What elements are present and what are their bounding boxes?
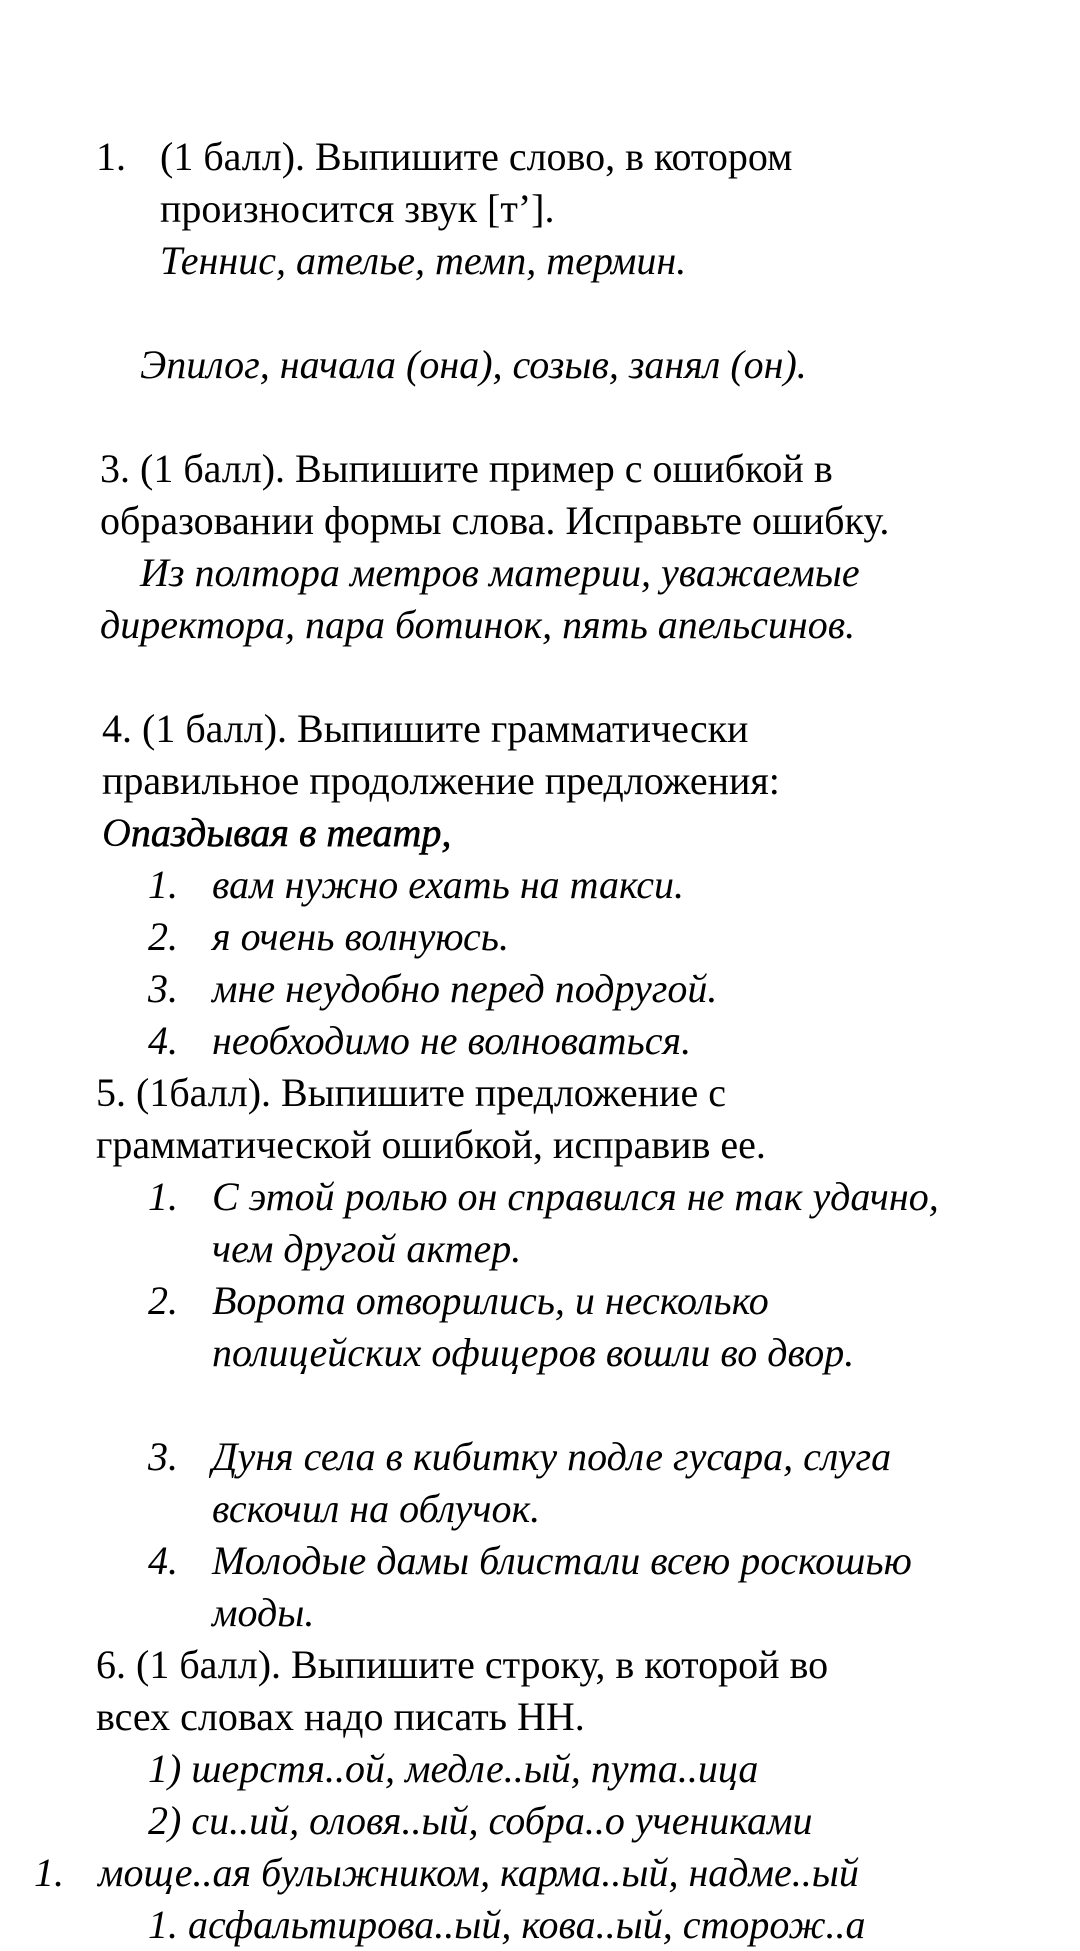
q4-item-number: 4. bbox=[148, 1018, 178, 1063]
q4-prompt bbox=[102, 807, 451, 859]
q3-options-line1: Из полтора метров материи, уважаемые bbox=[140, 550, 860, 595]
q5-item-line2: моды. bbox=[212, 1590, 315, 1635]
q3-text-line2: образовании формы слова. Исправьте ошибку. bbox=[100, 498, 890, 543]
q5-item-line2: вскочил на облучок. bbox=[212, 1486, 541, 1531]
q4-text-line2: правильное продолжение предложения: bbox=[102, 758, 780, 803]
q3-text-line1: 3. (1 балл). Выпишите пример с ошибкой в bbox=[100, 446, 833, 491]
q5-item-number: 4. bbox=[148, 1538, 178, 1583]
q4-item-text: вам нужно ехать на такси. bbox=[212, 862, 684, 907]
q4-item-text: я очень волнуюсь. bbox=[212, 914, 509, 959]
q2-options: Эпилог, начала (она), созыв, занял (он). bbox=[140, 342, 807, 387]
q4-item-text: мне неудобно перед подругой. bbox=[212, 966, 718, 1011]
q4-item-text: необходимо не волноваться. bbox=[212, 1018, 692, 1063]
q4-text-line1: 4. (1 балл). Выпишите грамматически bbox=[102, 706, 749, 751]
q5-item-line1: Дуня села в кибитку подле гусара, слуга bbox=[212, 1434, 892, 1479]
q4-prompt-first-letter: О bbox=[102, 810, 131, 855]
q5-item-number: 2. bbox=[148, 1278, 178, 1323]
q1-options: Теннис, ателье, темп, термин. bbox=[160, 238, 687, 283]
q6-option-4-partial: 1. асфальтирова..ый, кова..ый, сторож..а bbox=[148, 1902, 866, 1947]
q5-item-line1: Молодые дамы блистали всею роскошью bbox=[212, 1538, 912, 1583]
q1-text-line1: (1 балл). Выпишите слово, в котором bbox=[160, 134, 793, 179]
q1-number: 1. bbox=[96, 134, 126, 179]
q5-item-line1: Ворота отворились, и несколько bbox=[212, 1278, 769, 1323]
q6-text-line2: всех словах надо писать НН. bbox=[96, 1694, 585, 1739]
q5-item-line1: С этой ролью он справился не так удачно, bbox=[212, 1174, 939, 1219]
q5-text-line1: 5. (1балл). Выпишите предложение с bbox=[96, 1070, 726, 1115]
q6-option-2: 2) си..ий, оловя..ый, собра..о учениками bbox=[148, 1798, 813, 1843]
q6-text-line1: 6. (1 балл). Выпишите строку, в которой во bbox=[96, 1642, 829, 1687]
q5-item-number: 3. bbox=[148, 1434, 178, 1479]
q4-prompt-rest: паздывая в театр, bbox=[130, 810, 452, 855]
q4-item-number: 2. bbox=[148, 914, 178, 959]
q6-option-1: 1) шерстя..ой, медле..ый, пута..ица bbox=[148, 1746, 759, 1791]
q5-item-number: 1. bbox=[148, 1174, 178, 1219]
q4-item-number: 3. bbox=[148, 966, 178, 1011]
q3-options-line2: директора, пара ботинок, пять апельсинов. bbox=[100, 602, 856, 647]
q4-item-number: 1. bbox=[148, 862, 178, 907]
q6-option-3-number: 1. bbox=[34, 1850, 64, 1895]
q5-item-line2: полицейских офицеров вошли во двор. bbox=[212, 1330, 855, 1375]
q5-text-line2: грамматической ошибкой, исправив ее. bbox=[96, 1122, 766, 1167]
q5-item-line2: чем другой актер. bbox=[212, 1226, 522, 1271]
q1-text-line2: произносится звук [т’]. bbox=[160, 186, 555, 231]
q6-option-3: моще..ая булыжником, карма..ый, надме..ый bbox=[98, 1850, 859, 1895]
